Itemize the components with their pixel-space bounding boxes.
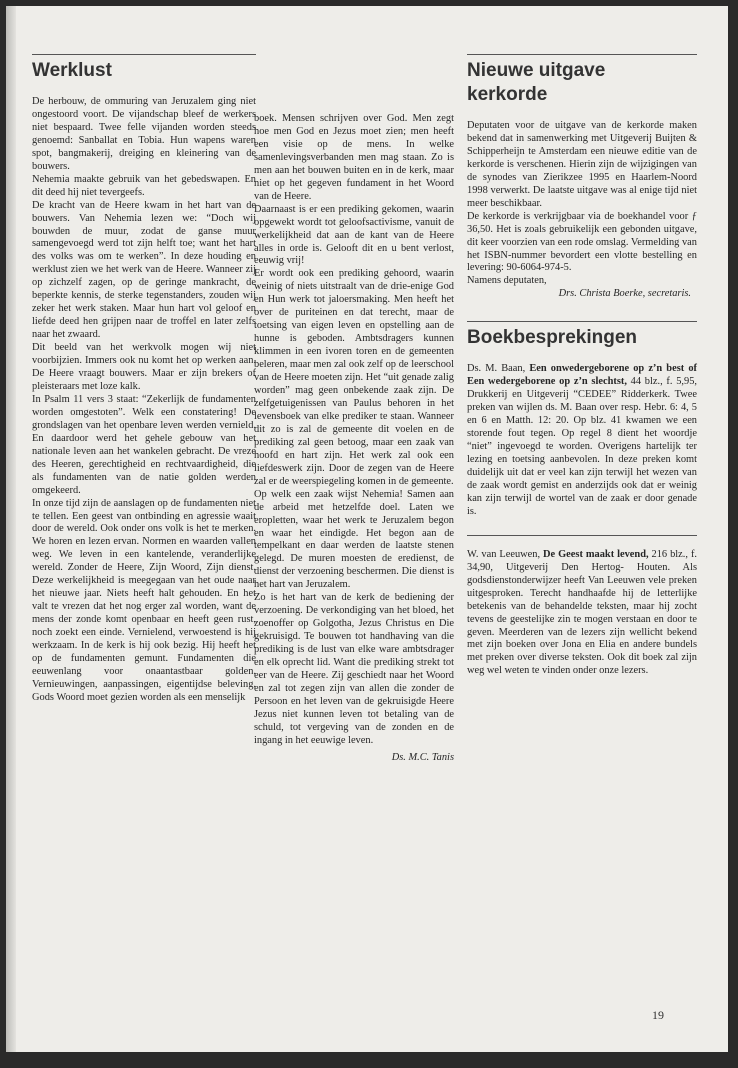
werklust-column-1 <box>32 54 256 705</box>
review-details: 216 blz., f. 34,90, Uitgeverij Den Hertog- Houten. Als godsdienstonderwijzer heeft Van Leeuwen vele preken uitgesproken. Terecht handhaafde hij de letterlijke betekenis van de behandelde teksten, maar hij zocht tevens de geestelijke zin te mogen verstaan en door te geven. Meerderen van de lezers zijn wellicht bekend met zijn boeken over Jona en Elia en andere bundels met preken over diverse teksten. Ook dit boek zal zijn weg wel weten te vinden onder onze lezers. <box>467 548 697 677</box>
kerkorde-title-line2: kerkorde <box>467 84 548 105</box>
kerkorde-signature: Drs. Christa Boerke, secretaris. <box>558 288 691 300</box>
werklust-paragraph: In onze tijd zijn de aanslagen op de fundamenten niet te tellen. Een geest van ontbinding en agressie waait door de wereld. Ook onder ons volk is het te merken. We horen en lezen ervan. Normen en waarden vallen weg. We leven in een kantelende, veranderlijke wereld. Zonder de Heere, Zijn Woord, Zijn dienst. Deze werkelijkheid is meegegaan van het oude naar het nieuwe jaar. Niets heeft halt gehouden. En het valt te vrezen dat het nog erger zal worden, want de mens der zonde komt openbaar en heeft geen rust, noch zoekt een einde. Vernielend, verwoestend is hij werkzaam. In de kerk is hij ook bezig. Hij heeft het op de fundamenten gemunt. Fundamenten die eeuwenlang voor onaantastbaar golden. Vernieuwingen, aanpassingen, eigentijdse beleving. Gods Woord moet gezien worden als een menselijk <box>32 497 256 703</box>
review-author: W. van Leeuwen, <box>467 548 544 560</box>
kerkorde-title-line1: Nieuwe uitgave <box>467 60 606 81</box>
kerkorde-title <box>467 59 697 107</box>
werklust-paragraph: Daarnaast is er een prediking gekomen, waarin opgewekt wordt tot geloofsactivisme, vanuit de werkelijkheid dat aan de kant van de Heere alles in orde is. Gelooft dit en u bent verlost, eeuwig vrij! <box>254 203 454 267</box>
review-paragraph <box>467 549 697 679</box>
review-2 <box>467 549 697 679</box>
kerkorde-paragraph: De kerkorde is verkrijgbaar via de boekhandel voor ƒ 36,50. Het is zoals gebruikelijk een gebonden uitgave, dit keer voorzien van een rode omslag. Vermelding van het ISBN-nummer bevordert een vlotte bestelling en levering: 90-6064-974-5. <box>467 210 697 274</box>
section-rule <box>467 321 697 322</box>
review-book-title: Een onwedergeborene op z’n best of Een wedergeborene op z’n slechtst, <box>467 363 697 388</box>
werklust-title: Werklust <box>32 60 112 81</box>
kerkorde-body <box>467 120 697 301</box>
werklust-paragraph: De kracht van de Heere kwam in het hart van de bouwers. Van Nehemia lezen we: “Doch wij bouwden de muur, zodat de ganse muur samengevoegd werd tot zijn helft toe; want het hart des volks was om te werken”. In deze houding en werklust zien we het werk van de Heere. Wanneer zij op zichzelf zagen, op de geringe mankracht, de beperkte kennis, de sterke tegenstanders, zouden wij zeker het werk staken. Maar hun hart vol geloof en liefde deed hen grijpen naar de troffel en later zelfs naar het zwaard. <box>32 199 256 341</box>
page-number: 19 <box>652 1008 664 1022</box>
boekbesprekingen-section <box>467 321 697 678</box>
werklust-paragraph: De herbouw, de ommuring van Jeruzalem ging niet ongestoord voort. De vijandschap bleef de werkers niet bespaard. Twee felle vijanden worden steeds genoemd: Sanballat en Tobia. Hun wapens waren spot, bangmakerij, dreiging en kleinering van de bouwers. <box>32 96 256 172</box>
werklust-column-2 <box>254 113 454 765</box>
review-details: 44 blz., f. 5,95, Drukkerij en Uitgeverij “CEDEE” Ridderkerk. Twee preken van wijlen ds. M. Baan over resp. Hebr. 6: 4, 5 en 6 en Matth. 12: 20. Op blz. 41 kwamen we een storende fout tegen. Op regel 8 dient het woordje “niet” ingevoegd te worden. Overigens hartelijk ter lezing en toetsing aanbevolen. In deze preken komt duidelijk uit dat er veel kan zijn terwijl het wezen van de zaak wordt gemist en anderzijds ook dat er weinig kan zijn terwijl de wortel van de zaak er door genade is. <box>467 376 697 517</box>
boekbesprekingen-title: Boekbesprekingen <box>467 327 637 349</box>
review-book-title: De Geest maakt levend, <box>543 548 649 560</box>
werklust-body-col1 <box>32 96 256 705</box>
werklust-signature: Ds. M.C. Tanis <box>391 751 454 763</box>
review-1 <box>467 363 697 518</box>
right-column <box>467 54 697 678</box>
review-paragraph <box>467 363 697 518</box>
werklust-paragraph: Er wordt ook een prediking gehoord, waarin weinig of niets uitstraalt van de drie-enige God en Hun werk tot jaloersmaking. Men heeft het over de puriteinen en dat terecht, maar de toetsing van eigen leven en opstelling aan de hunne is geboden. Ambtsdragers kunnen klimmen in een ivoren toren en de gemeenten beleren, maar men zal ook zelf op de leerschool van de Heere moeten zijn. Het “uit genade zalig worden” mag geen onbekende zaak zijn. De zelfgetuigenissen van Paulus behoren in het levensboek van elke prediker te staan. Wanneer dit zo is zal de gemeente dit voelen en de prediking zal geen betoog, maar een zaak van hoofd en hart zijn. Het werk zal ook een liefdeswerk zijn. Door de zegen van de Heere zal er de weerspiegeling komen in de gemeente. <box>254 268 454 487</box>
werklust-paragraph: Dit beeld van het werkvolk mogen wij niet voorbijzien. Immers ook nu komt het op werken aan. De Heere vraagt bouwers. Maar er zijn brekers of pleisteraars met loze kalk. <box>32 342 256 392</box>
werklust-paragraph: Nehemia maakte gebruik van het gebedswapen. En dit deed hij niet tevergeefs. <box>32 173 256 198</box>
review-divider <box>467 535 697 536</box>
kerkorde-paragraph: Deputaten voor de uitgave van de kerkorde maken bekend dat in samenwerking met Uitgeverij Buijten & Schipperheijn te Amsterdam een nieuwe editie van de kerkorde is verschenen. Hierin zijn de wijzigingen van de synodes van Zierikzee 1995 en Haarlem-Noord 1998 verwerkt. De laatste uitgave was al enige tijd niet meer beschikbaar. <box>467 120 697 209</box>
section-rule <box>467 54 697 55</box>
kerkorde-paragraph: Namens deputaten, <box>467 275 547 287</box>
werklust-paragraph: Zo is het hart van de kerk de bediening der verzoening. De verkondiging van het bloed, het zoenoffer op Golgotha, Jezus Christus en Die gekruisigd. Te bouwen tot handhaving van die prediking is de lust van elke ware ambtsdrager en elk oprecht lid. Want die prediking strekt tot eer van de Heere. Zij geschiedt naar het Woord en zal tot zegen zijn van allen die zonder de Persoon en het leven van de gekruisigde Heere Jezus niet kunnen leven tot betaling van de schuld, tot vergeving van de zonden en de ingang in het eeuwige leven. <box>254 592 454 746</box>
section-rule <box>32 54 256 55</box>
werklust-paragraph: Op welk een zaak wijst Nehemia! Samen aan de arbeid met hetzelfde doel. Laten we eropletten, waar het werk te Jeruzalem begon en waar het eindigde. Het begon aan de tempelkant en daar werden de laatste stenen gelegd. De muren moesten de eredienst, de dienst der verzoening beschermen. Die dienst is het hart van Jeruzalem. <box>254 488 454 591</box>
page-binding-shadow <box>6 6 16 1052</box>
werklust-body-col2 <box>254 113 454 765</box>
werklust-paragraph: In Psalm 11 vers 3 staat: “Zekerlijk de fundamenten worden omgestoten”. Welk een constatering! De grondslagen van het openbare leven werden vernield. En daardoor werd het gehele gebouw van het nationale leven aan het wankelen gebracht. De vreze des Heeren, gerechtigheid en rechtvaardigheid, die als fundamenten van de natie golden werden omgekeerd. <box>32 393 256 496</box>
review-author: Ds. M. Baan, <box>467 363 530 375</box>
werklust-paragraph: boek. Mensen schrijven over God. Men zegt hoe men God en Jezus moet zien; men heeft een visie op de mens. In welke samenlevingsverbanden men mag staan. Zo is men aan het bouwen buiten en in de kerk, maar niet op het gegeven fundament in het Woord van de Heere. <box>254 113 454 202</box>
magazine-page <box>6 6 728 1052</box>
